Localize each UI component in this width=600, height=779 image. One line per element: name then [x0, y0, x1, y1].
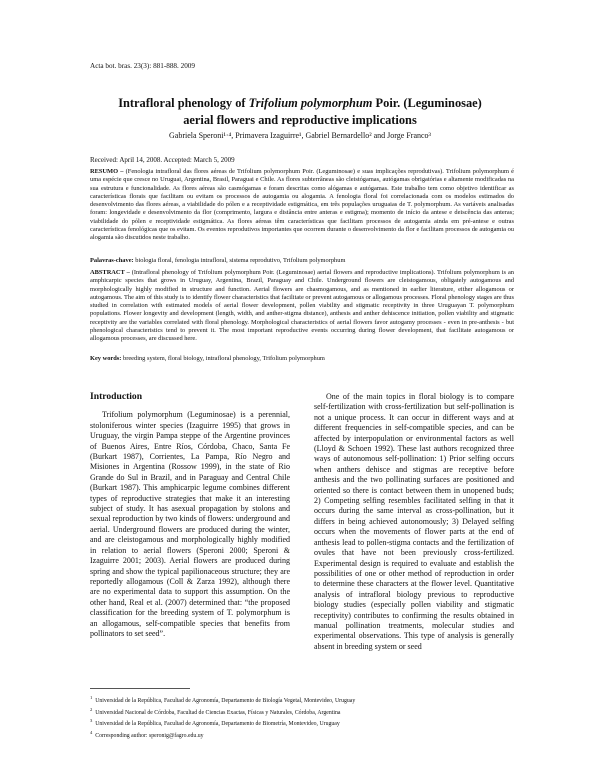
abstract-label: ABSTRACT – [90, 269, 132, 276]
body-column-left [90, 392, 290, 639]
author-list: Gabriela Speroni¹·⁴, Primavera Izaguirre¹, Gabriel Bernardello² and Jorge Franco³ [169, 131, 431, 140]
title-prefix: Intrafloral phenology of [118, 96, 249, 110]
body-column-right [314, 392, 514, 652]
article-title [60, 95, 540, 129]
keywords-pt [90, 257, 514, 265]
title-suffix: Poir. (Leguminosae) [372, 96, 482, 110]
footnote-1: $^1$ Universidad de la República, Facultad de Agronomía, Departamento de Biología Vegetal, Montevideo, Uruguay [90, 695, 356, 704]
keywords-pt-text: biologia floral, fenologia intrafloral, sistema reprodutivo, Trifolium polymorphum [135, 257, 346, 264]
resumo-text: (Fenologia intrafloral das flores aéreas de Trifolium polymorphum Poir. (Leguminosae) e suas implicações reprodutivas). Trifolium polymorphum é uma espécie que cresce no Uruguai, Argentina, Brasil, Paraguai e Chile. As flores subterrâneas são cleistógamas, autógamas obrigatórias e altamente modificadas na sua estrutura e funcionalidade. As flores aéreas são casmógamas e foram descritas como alógamas e autógamas. Este trabalho tem como objetivo identificar as características florais que facilitam ou evitam os processos de autogamia ou alogamia. A fenologia floral foi correlacionada com os modelos estimados do desenvolvimento das flores aéreas, a viabilidade do pólen e a receptividade estigmática, em três populações uruguaias de T. polymorphum. As variáveis analisadas foram: longevidade e desenvolvimento da flor (comprimento, largura e distância entre anteras e estigma); momento de início da antese e deiscência das anteras; viabilidade do pólen e receptividade estigmática. As flores aéreas têm características que facilitam processos de autogamia ainda em pré-antese e outras características fenológicas que os evitam. Os eventos reprodutivos importantes que ocorrem durante o desenvolvimento da flor e facilitam processos de autogamia ou alogamia são discutidos neste trabalho. [90, 168, 514, 242]
footnote-4: $^4$ Corresponding author: speronig@fagro.edu.uy [90, 729, 204, 739]
footnote-rule [90, 688, 190, 689]
footnotes [90, 694, 514, 740]
title-line2: aerial flowers and reproductive implications [183, 113, 417, 127]
keywords-en-label: Key words: [90, 355, 124, 362]
footnote-2: $^2$ Universidad Nacional de Córdoba, Facultad de Ciencias Exactas, Físicas y Naturales, Córdoba, Argentina [90, 706, 341, 716]
resumo-paragraph [90, 168, 514, 243]
keywords-pt-label: Palavras-chave: [90, 257, 136, 264]
abstract-paragraph [90, 269, 514, 344]
intro-paragraph-2: One of the main topics in floral biology is to compare self-fertilization with cross-fertilization but self-pollination is not a unique process. It can occur in different ways and at different frequencies in self-compatible species, and can be affected by interpopulation or environmental factors as well (Lloyd & Schoen 1992). These last authors recognized three ways of autonomous self-pollination: 1) Prior selfing occurs when anthers dehisce and stigmas are receptive before anthesis and the two pollinating surfaces are positioned and oriented so there is contact between them in unopened buds; 2) Competing selfing resembles facilitated selfing in that it occurs during the same interval as cross-pollination, but it differs in being achieved autonomously; 3) Delayed selfing occurs when the movements of flower parts at the end of anthesis lead to pollen-stigma contacts and the fertilization of ovules that have not been previously cross-fertilized. Experimental design is required to evaluate and establish the possibilities of one or other method of reproduction in order to determine these characters at the flower level. Quantitative analysis of intrafloral biology previous to reproductive biology studies (especially pollen viability and stigmatic receptivity) contributes to confirming the results obtained in manual pollination treatments, molecular studies and experimental observations. This type of analysis is generally absent in breeding system or seed [314, 392, 514, 651]
intro-paragraph-1: Trifolium polymorphum (Leguminosae) is a perennial, stoloniferous winter species (Izaguirre 1995) that grows in Uruguay, the virgin Pampa steppe of the Argentine provinces of Buenos Aires, Entre Ríos, Córdoba, Chaco, Santa Fe (Burkart 1987), Corrientes, La Pampa, Río Negro and Misiones in Argentina (Rossow 1999), in the state of Rio Grande do Sul in Brazil, and in Paraguay and Central Chile (Burkart 1987). This amphicarpic legume combines different types of reproductive strategies that make it an interesting subject of study. It has asexual propagation by stolons and sexual reproduction by two kinds of flowers: underground and aerial. Underground flowers are produced during the winter, and are cleistogamous and morphologically highly modified in relation to aerial flowers (Speroni 2000; Speroni & Izaguirre 2001; 2003). Aerial flowers are produced during spring and show the typical papilionaceous structure; they are reportedly allogamous (Coll & Zarza 1992), although there are no experimental data to support this assumption. On the other hand, Real et al. (2007) determined that: “the proposed classification for the breeding system of T. polymorphum is an allogamous, self-compatible species that benefits from pollinators to set seed”. [90, 410, 290, 638]
footnote-3: $^3$ Universidad de la República, Facultad de Agronomía, Departamento de Biometría, Montevideo, Uruguay [90, 718, 340, 727]
resumo-label: RESUMO – [90, 168, 126, 175]
journal-citation: Acta bot. bras. 23(3): 881-888. 2009 [90, 62, 195, 70]
abstract-text: (Intrafloral phenology of Trifolium polymorphum Poir. (Leguminosae) aerial flowers and reproductive implications). Trifolium polymorphum is an amphicarpic species that grows in Uruguay, Argentina, Brazil, Paraguay and Chile. Underground flowers are cleistogamous, obligately autogamous and morphologically highly modified in structure and function. Aerial flowers are chasmogamous, and as mentioned in earlier literature, either allogamous or autogamous. The aim of this study is to identify flower characteristics that facilitate or prevent autogamous or allogamous processes. Floral phenology stages are thus studied in correlation with estimated models of aerial flower development, pollen viability and stigmatic receptivity in three Uruguayan T. polymorphum populations. Flower longevity and development (length, width, and anther-stigma distance), anthesis and anther dehiscence initiation, pollen viability and stigmatic receptivity are the variables correlated with floral phenology. Morphological characteristics of aerial flowers favor autogamy processes - even in pre-anthesis - but phenological characteristics tend to prevent it. The most important reproductive events occurring during flower development, that facilitate autogamous or allogamous processes, are discussed here. [90, 269, 514, 343]
keywords-en [90, 355, 514, 363]
title-species: Trifolium polymorphum [248, 96, 373, 110]
keywords-en-text: breeding system, floral biology, intrafloral phenology, Trifolium polymorphum [123, 355, 325, 362]
section-heading-introduction: Introduction [90, 391, 143, 402]
received-dates: Received: April 14, 2008. Accepted: March 5, 2009 [90, 156, 235, 164]
